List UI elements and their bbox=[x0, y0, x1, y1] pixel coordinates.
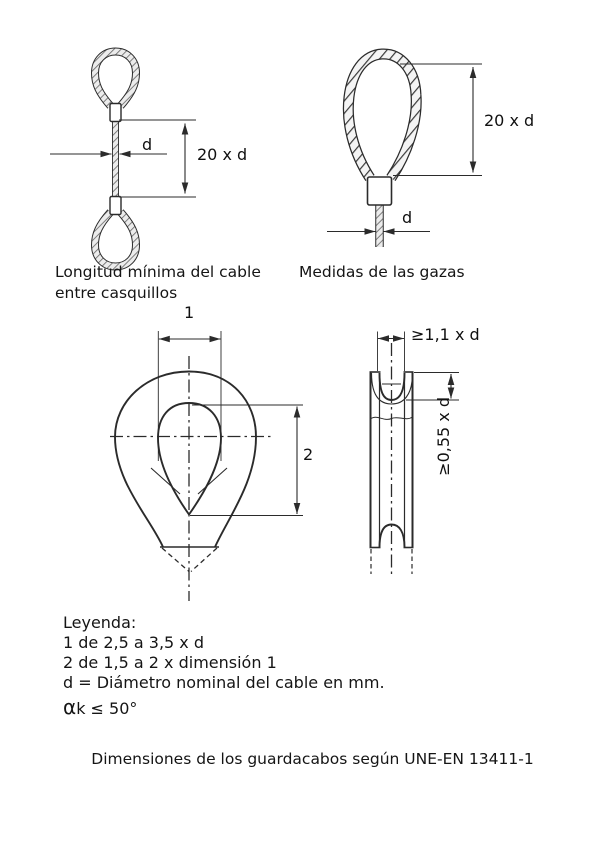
sling-drawing bbox=[50, 52, 196, 267]
gaza-length-label: 20 x d bbox=[484, 111, 535, 130]
gaza-ferrule bbox=[368, 177, 392, 205]
sling-bottom-ferrule bbox=[110, 197, 121, 215]
sling-diameter-label: d bbox=[142, 135, 153, 154]
sling-top-eye-rope bbox=[95, 52, 136, 107]
sling-top-ferrule bbox=[110, 104, 121, 122]
thimble-front-drawing bbox=[110, 331, 303, 601]
legend-item-1: 1 de 2,5 a 3,5 x d bbox=[63, 633, 205, 652]
sling-caption-line1: Longitud mínima del cable bbox=[55, 263, 261, 281]
thimble-hidden-tip-left bbox=[162, 548, 189, 572]
thimble-height-label: 2 bbox=[303, 445, 314, 464]
thimble-width-label: 1 bbox=[184, 303, 195, 322]
thimble-outer-outline bbox=[115, 372, 256, 548]
legend-item-3: d = Diámetro nominal del cable en mm. bbox=[63, 673, 385, 692]
alpha-symbol: α bbox=[63, 695, 77, 719]
angle-limit-text: k ≤ 50° bbox=[76, 699, 138, 718]
sling-bottom-eye-rope bbox=[95, 212, 136, 267]
sling-caption-line2: entre casquillos bbox=[55, 283, 178, 302]
gaza-loop-rope bbox=[348, 54, 416, 178]
gaza-caption: Medidas de las gazas bbox=[299, 263, 465, 281]
legend-title: Leyenda: bbox=[63, 613, 137, 632]
thimble-hidden-tip-right bbox=[191, 548, 217, 572]
sling-length-label: 20 x d bbox=[197, 145, 248, 164]
legend-item-2: 2 de 1,5 a 2 x dimensión 1 bbox=[63, 653, 277, 672]
side-groove-depth-label: ≥0,55 x d bbox=[434, 397, 453, 476]
sling-caption bbox=[55, 262, 261, 303]
side-groove-width-label: ≥1,1 x d bbox=[411, 325, 480, 344]
legend-angle-row bbox=[63, 697, 385, 719]
legend-block bbox=[63, 613, 385, 719]
gaza-diameter-label: d bbox=[402, 208, 413, 227]
figure-title: Dimensiones de los guardacabos según UNE-EN 13411-1 bbox=[91, 750, 534, 768]
